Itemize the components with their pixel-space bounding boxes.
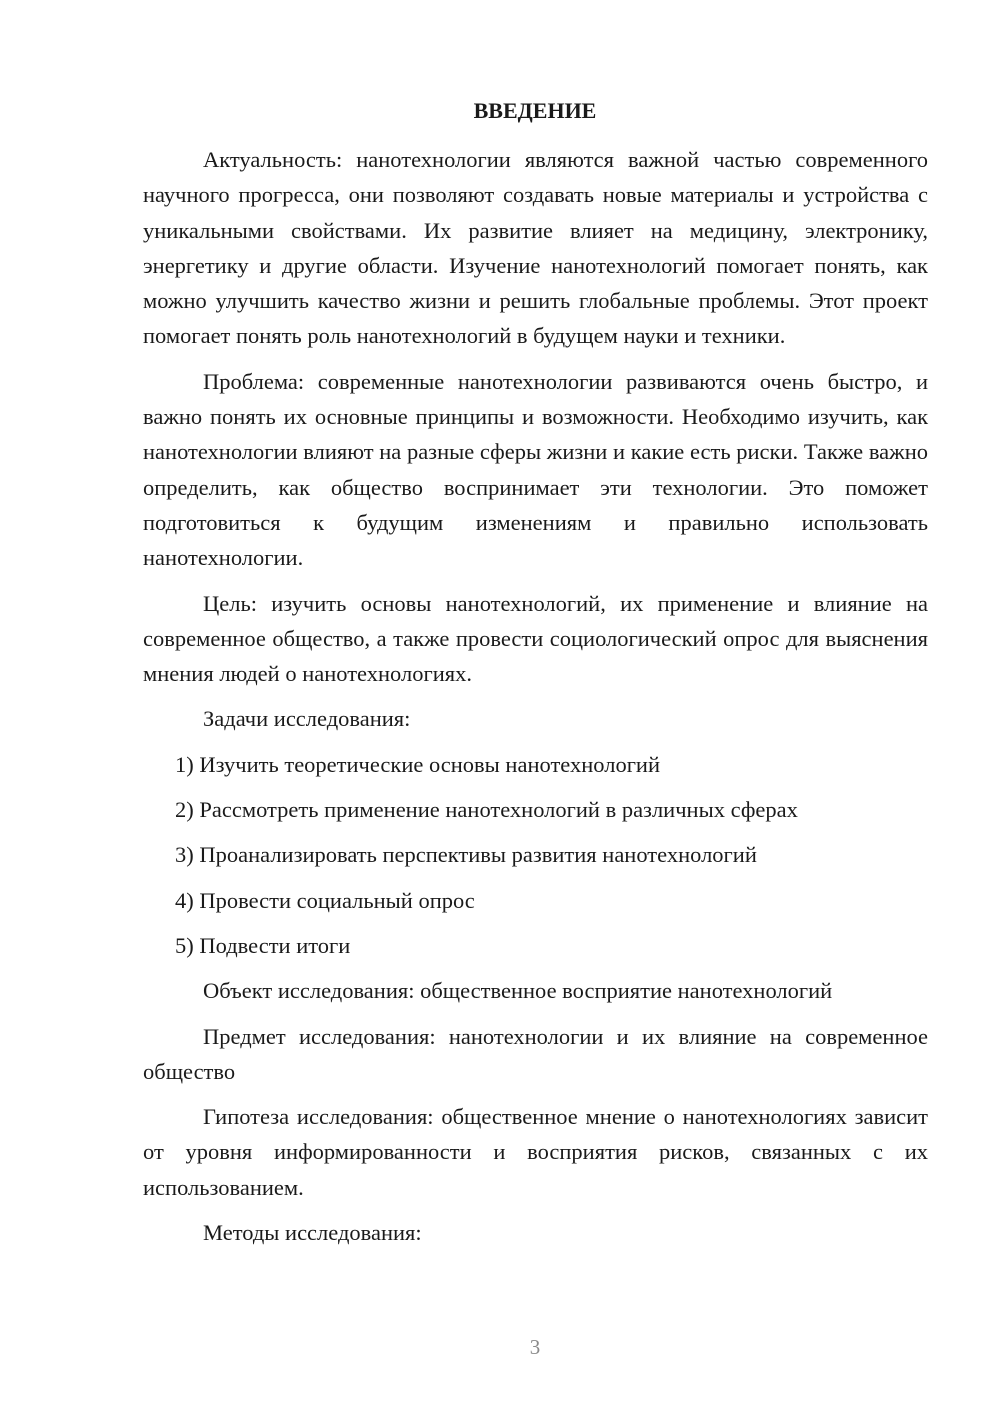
methods-paragraph: Методы исследования:: [203, 1220, 422, 1246]
goal-paragraph: Цель: изучить основы нанотехнологий, их применение и влияние на современное общество, а также провести социологический опрос для выяснения мнения людей о нанотехнологиях.: [143, 590, 928, 687]
task-item-5: 5) Подвести итоги: [175, 932, 351, 958]
page-number: 3: [529, 1335, 541, 1359]
task-item-2: 2) Рассмотреть применение нанотехнологий в различных сферах: [175, 797, 798, 823]
hypothesis-paragraph: Гипотеза исследования: общественное мнение о нанотехнологиях зависит от уровня информированности и восприятия рисков, связанных с их использованием.: [143, 1104, 928, 1200]
section-heading: ВВЕДЕНИЕ: [473, 98, 597, 123]
task-item-1: 1) Изучить теоретические основы нанотехнологий: [175, 751, 661, 777]
tasks-list: [143, 747, 928, 963]
task-item-4: 4) Провести социальный опрос: [175, 887, 475, 913]
tasks-intro-paragraph: Задачи исследования:: [203, 706, 411, 732]
task-item-3: 3) Проанализировать перспективы развития нанотехнологий: [175, 842, 757, 868]
subject-paragraph: Предмет исследования: нанотехнологии и их влияние на современное общество: [143, 1023, 928, 1084]
document-body: [143, 142, 928, 1260]
object-paragraph: Объект исследования: общественное восприятие нанотехнологий: [203, 978, 833, 1004]
relevance-paragraph: Актуальность: нанотехнологии являются важной частью современного научного прогресса, они позволяют создавать новые материалы и устройства с уникальными свойствами. Их развитие влияет на медицину, электронику, энергетику и другие области. Изучение нанотехнологий помогает понять, как можно улучшить качество жизни и решить глобальные проблемы. Этот проект помогает понять роль нанотехнологий в будущем науки и техники.: [143, 147, 928, 349]
problem-paragraph: Проблема: современные нанотехнологии развиваются очень быстро, и важно понять их основные принципы и возможности. Необходимо изучить, как нанотехнологии влияют на разные сферы жизни и какие есть риски. Также важно определить, как общество воспринимает эти технологии. Это поможет подготовиться к будущим изменениям и правильно использовать нанотехнологии.: [143, 368, 928, 571]
